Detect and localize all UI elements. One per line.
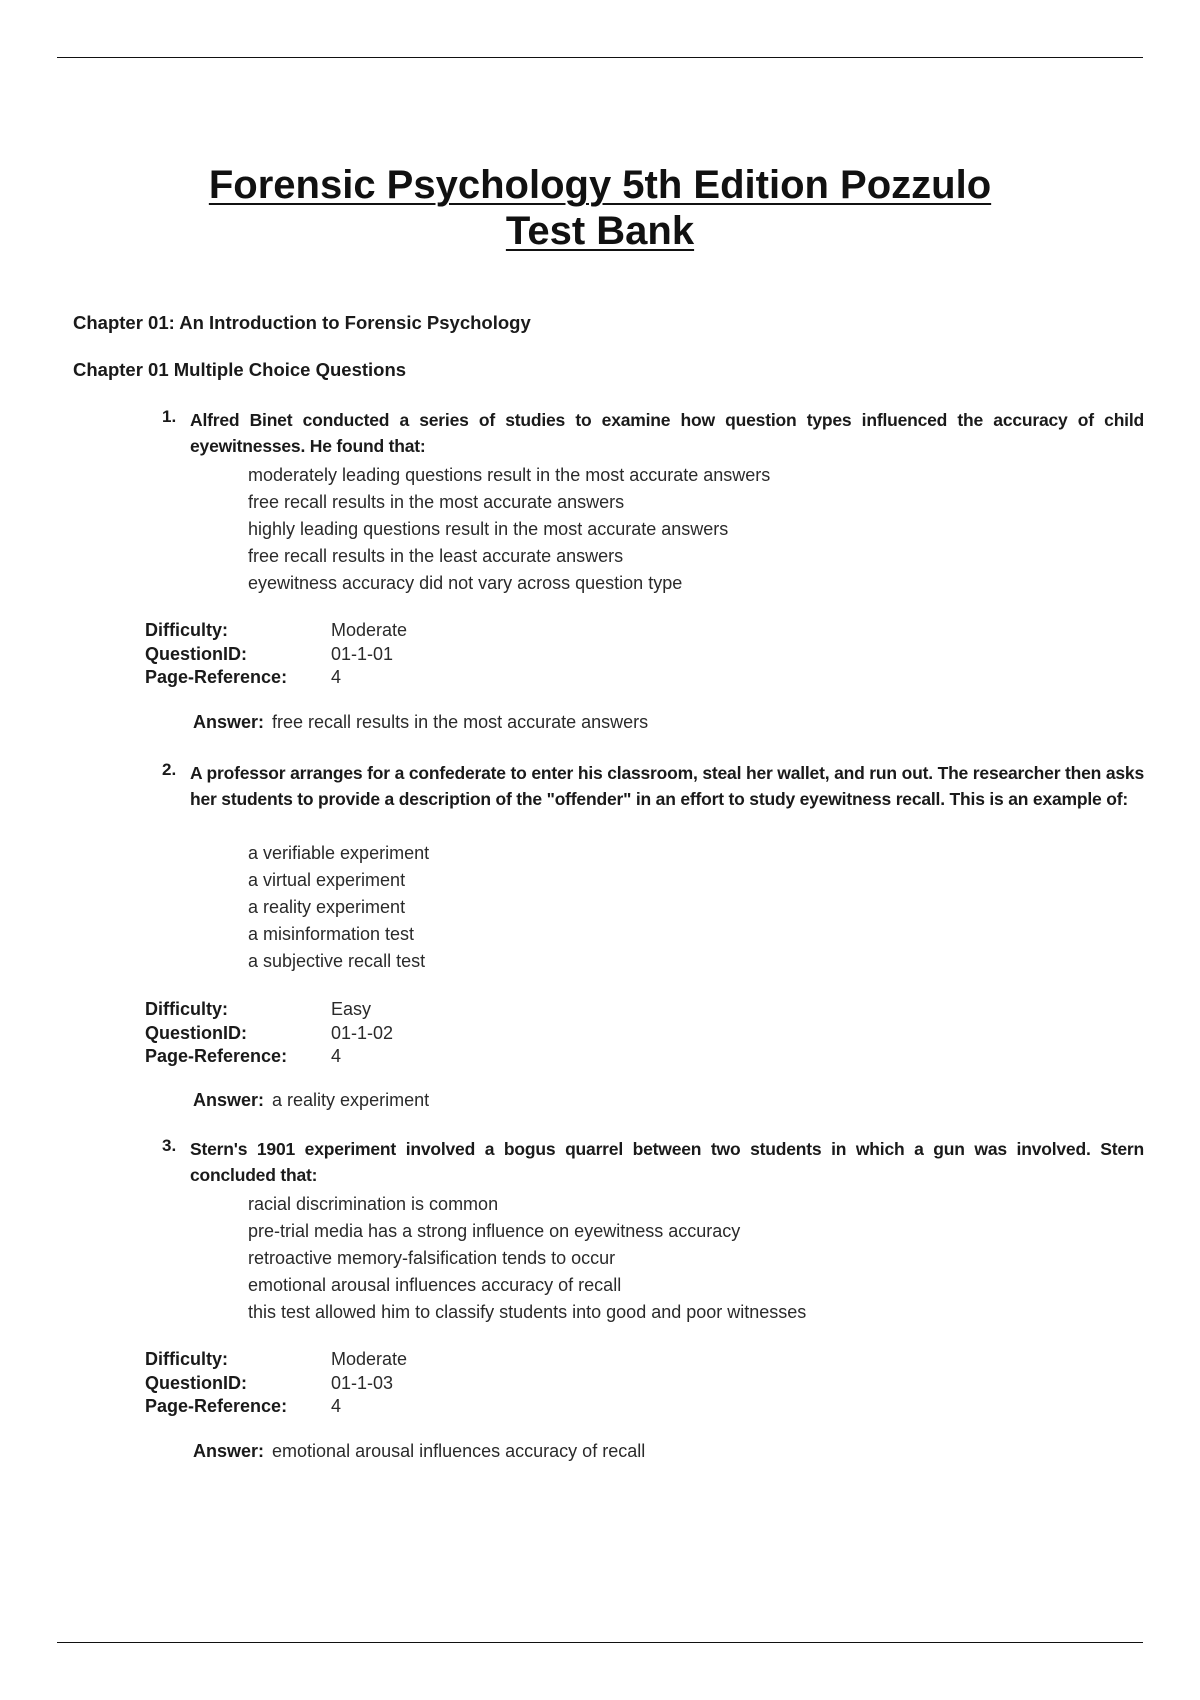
answer-value: free recall results in the most accurate answers [272, 712, 649, 732]
page-reference-value: 4 [331, 667, 342, 687]
answer-line [193, 1090, 429, 1111]
question-id-label: QuestionID: [145, 1022, 247, 1043]
option-d: a misinformation test [248, 924, 415, 944]
difficulty-row [145, 619, 407, 643]
option-e: eyewitness accuracy did not vary across question type [248, 573, 683, 593]
difficulty-value: Easy [331, 999, 372, 1019]
chapter-title: Chapter 01: An Introduction to Forensic Psychology [73, 312, 531, 333]
option-a: a verifiable experiment [248, 843, 430, 863]
option-d: free recall results in the least accurate answers [248, 546, 624, 566]
question-id-value: 01-1-01 [331, 643, 394, 664]
question-stem: A professor arranges for a confederate to enter his classroom, steal her wallet, and run out. The researcher then asks her students to provide a description of the "offender" in an effort to study eyewitness recall. This is an example of: [190, 763, 1144, 809]
question-id-row [145, 1372, 407, 1396]
question-number: 2. [162, 760, 177, 779]
difficulty-row [145, 998, 393, 1022]
question-id-row [145, 1022, 393, 1046]
question-number: 1. [162, 407, 177, 426]
option-a: moderately leading questions result in the most accurate answers [248, 465, 771, 485]
title-line-2: Test Bank [505, 209, 695, 253]
option-c: highly leading questions result in the most accurate answers [248, 519, 729, 539]
page-title [0, 162, 1200, 254]
option-b: free recall results in the most accurate answers [248, 492, 625, 512]
option-b: a virtual experiment [248, 870, 406, 890]
option-d: emotional arousal influences accuracy of recall [248, 1275, 622, 1295]
question-metadata [145, 619, 407, 690]
difficulty-value: Moderate [331, 620, 408, 640]
page-reference-row [145, 666, 407, 690]
question-id-row [145, 643, 407, 667]
page-reference-value: 4 [331, 1046, 342, 1066]
answer-value: emotional arousal influences accuracy of recall [272, 1441, 646, 1461]
option-c: retroactive memory-falsification tends to occur [248, 1248, 616, 1268]
bottom-rule [57, 1642, 1143, 1643]
question-metadata [145, 1348, 407, 1419]
question-stem: Alfred Binet conducted a series of studies to examine how question types influenced the accuracy of child eyewitnesses. He found that: [190, 410, 1144, 456]
answer-label: Answer: [193, 1441, 265, 1461]
page-reference-label: Page-Reference: [145, 667, 288, 687]
page-reference-label: Page-Reference: [145, 1396, 288, 1416]
difficulty-row [145, 1348, 407, 1372]
answer-line [193, 712, 648, 733]
top-rule [57, 57, 1143, 58]
difficulty-label: Difficulty: [145, 620, 228, 640]
option-a: racial discrimination is common [248, 1194, 499, 1214]
question-metadata [145, 998, 393, 1069]
option-e: this test allowed him to classify students into good and poor witnesses [248, 1302, 807, 1322]
answer-options [248, 462, 770, 597]
page-reference-label: Page-Reference: [145, 1046, 288, 1066]
option-b: pre-trial media has a strong influence on eyewitness accuracy [248, 1221, 741, 1241]
answer-label: Answer: [193, 1090, 265, 1110]
question-id-label: QuestionID: [145, 1372, 247, 1393]
answer-line [193, 1441, 645, 1462]
answer-value: a reality experiment [272, 1090, 430, 1110]
difficulty-value: Moderate [331, 1349, 408, 1369]
question-stem: Stern's 1901 experiment involved a bogus quarrel between two students in which a gun was involved. Stern concluded that: [190, 1139, 1144, 1185]
question-id-label: QuestionID: [145, 643, 247, 664]
answer-label: Answer: [193, 712, 265, 732]
option-c: a reality experiment [248, 897, 406, 917]
page-reference-value: 4 [331, 1396, 342, 1416]
title-line-1: Forensic Psychology 5th Edition Pozzulo [208, 163, 992, 207]
option-e: a subjective recall test [248, 951, 426, 971]
answer-options [248, 1191, 806, 1326]
question-id-value: 01-1-03 [331, 1372, 394, 1393]
difficulty-label: Difficulty: [145, 1349, 228, 1369]
page-reference-row [145, 1045, 393, 1069]
question-id-value: 01-1-02 [331, 1022, 394, 1043]
question-number: 3. [162, 1136, 177, 1155]
page-reference-row [145, 1395, 407, 1419]
difficulty-label: Difficulty: [145, 999, 228, 1019]
section-title: Chapter 01 Multiple Choice Questions [73, 359, 407, 380]
answer-options [248, 840, 429, 975]
